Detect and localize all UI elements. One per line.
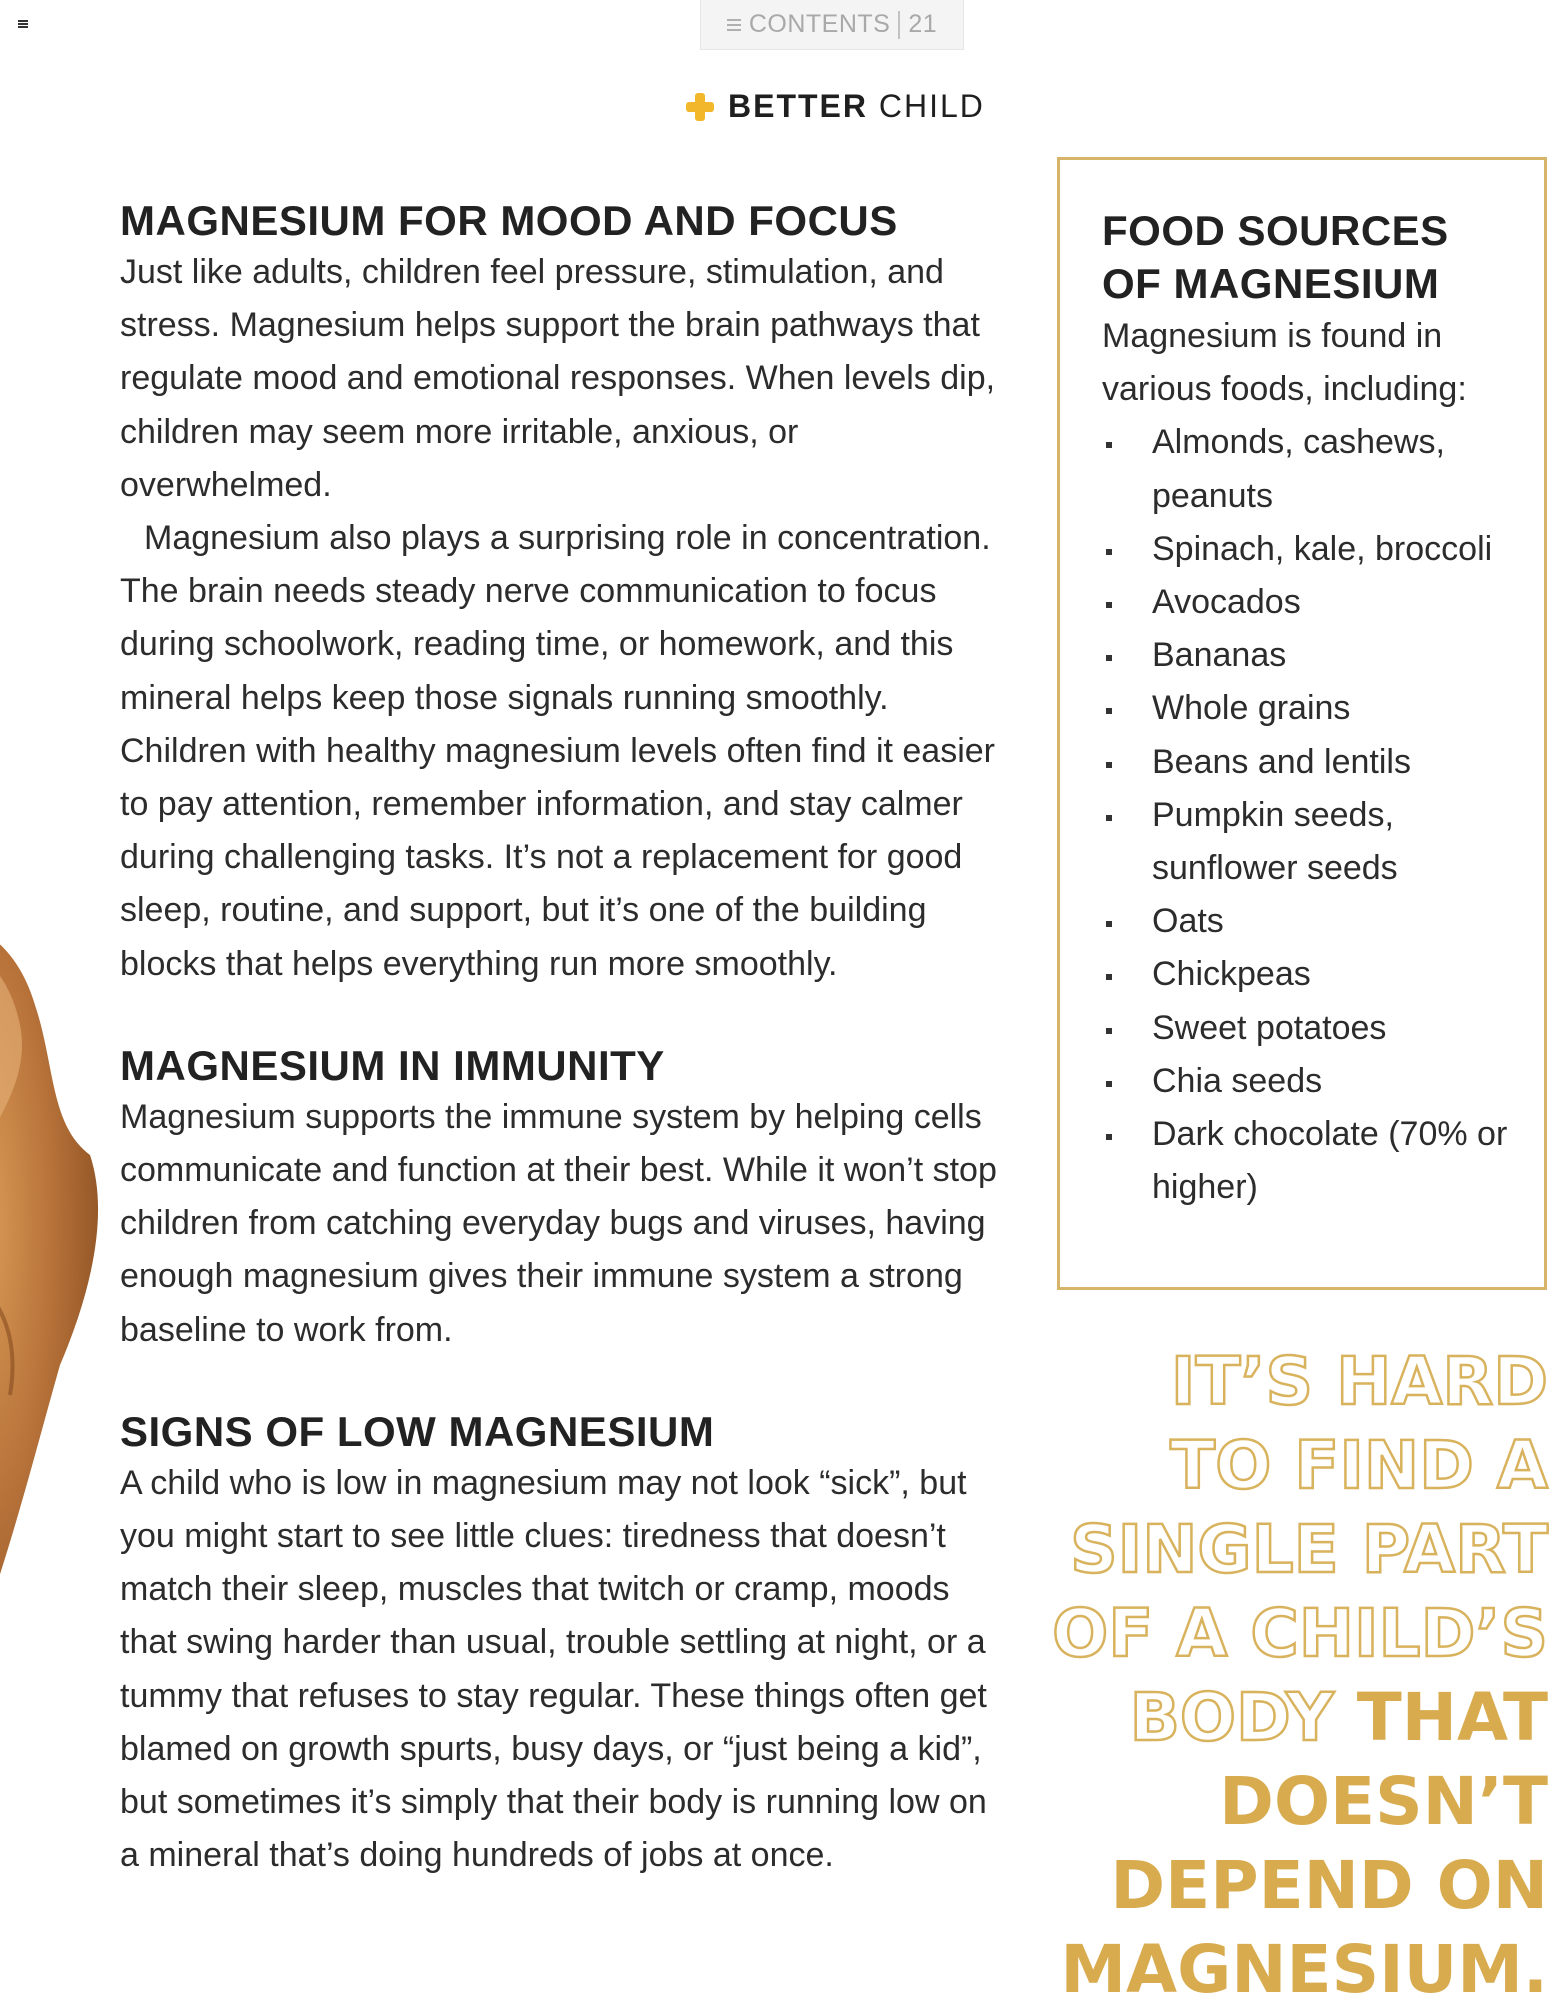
- section-low-magnesium: [120, 1407, 1010, 1883]
- list-item: Avocados: [1102, 576, 1510, 629]
- food-list: [1102, 416, 1510, 1214]
- hamburger-menu-icon[interactable]: [18, 20, 28, 28]
- section-heading: MAGNESIUM IN IMMUNITY: [120, 1041, 665, 1089]
- paragraph: Just like adults, children feel pressure, stimulation, and stress. Magnesium helps support the brain pathways that regulate mood and emotional responses. When levels dip, children may seem more irritable, anxious, or overwhelmed.: [120, 253, 996, 504]
- brand-name: [728, 88, 985, 125]
- list-item: Pumpkin seeds, sunflower seeds: [1102, 789, 1510, 895]
- pastry-image: [0, 915, 105, 1605]
- list-item: Beans and lentils: [1102, 736, 1510, 789]
- list-item: Oats: [1102, 895, 1510, 948]
- quote-line: [1028, 1676, 1548, 1760]
- list-item: Chickpeas: [1102, 948, 1510, 1001]
- title-line: OF MAGNESIUM: [1102, 260, 1440, 307]
- brand-light: CHILD: [878, 88, 985, 124]
- list-item: Almonds, cashews, peanuts: [1102, 416, 1510, 522]
- contents-button[interactable]: [700, 0, 964, 50]
- cross-logo-icon: [686, 93, 714, 121]
- list-item: Bananas: [1102, 629, 1510, 682]
- paragraph: Magnesium supports the immune system by helping cells communicate and function at their best. While it won’t stop children from catching everyday bugs and viruses, having enough magnesium gives their immune system a strong baseline to work from.: [120, 1097, 997, 1349]
- list-item: Dark chocolate (70% or higher): [1102, 1108, 1510, 1214]
- list-item: Sweet potatoes: [1102, 1002, 1510, 1055]
- pull-quote: [1028, 1340, 1548, 2012]
- section-heading: SIGNS OF LOW MAGNESIUM: [120, 1407, 715, 1455]
- quote-line: MAGNESIUM.: [1060, 1931, 1548, 2008]
- quote-word: BODY: [1129, 1679, 1334, 1756]
- paragraph: A child who is low in magnesium may not look “sick”, but you might start to see little clues: tiredness that doesn’t match their sleep, muscles that twitch or cramp, moods that swing harder than usual, trouble settling at night, or a tummy that refuses to stay regular. These things often get blamed on growth spurts, busy days, or “just being a kid”, but sometimes it’s simply that their body is running low on a mineral that’s doing hundreds of jobs at once.: [120, 1463, 987, 1875]
- food-sources-box: [1057, 157, 1547, 1290]
- quote-line: DEPEND ON: [1110, 1847, 1548, 1924]
- brand-bold: BETTER: [728, 88, 868, 124]
- list-item: Spinach, kale, broccoli: [1102, 523, 1510, 576]
- title-line: FOOD SOURCES: [1102, 207, 1449, 254]
- section-immunity: [120, 1041, 1010, 1357]
- list-item: Whole grains: [1102, 682, 1510, 735]
- food-sources-title: [1102, 204, 1510, 310]
- food-sources-intro: Magnesium is found in various foods, including:: [1102, 317, 1467, 409]
- page-number: 21: [908, 10, 938, 38]
- brand-logo: [686, 88, 985, 125]
- list-icon: [727, 19, 741, 31]
- quote-line: SINGLE PART: [1070, 1511, 1548, 1588]
- quote-line: DOESN’T: [1219, 1763, 1548, 1840]
- divider: [898, 11, 900, 39]
- section-heading: MAGNESIUM FOR MOOD AND FOCUS: [120, 197, 898, 244]
- quote-line: TO FIND A: [1170, 1427, 1548, 1504]
- quote-line: OF A CHILD’S: [1052, 1595, 1548, 1672]
- article-main: [120, 196, 1010, 1882]
- paragraph: Magnesium also plays a surprising role in concentration. The brain needs steady nerve communication to focus during schoolwork, reading time, or homework, and this mineral helps keep those signals running smoothly. Children with healthy magnesium levels often find it easier to pay attention, remember information, and stay calmer during challenging tasks. It’s not a replacement for good sleep, routine, and support, but it’s one of the building blocks that helps everything run more smoothly.: [120, 519, 996, 983]
- contents-label: CONTENTS: [748, 10, 891, 38]
- quote-line: IT’S HARD: [1170, 1343, 1548, 1420]
- quote-word: THAT: [1356, 1679, 1548, 1756]
- section-mood-focus: [120, 196, 1010, 991]
- list-item: Chia seeds: [1102, 1055, 1510, 1108]
